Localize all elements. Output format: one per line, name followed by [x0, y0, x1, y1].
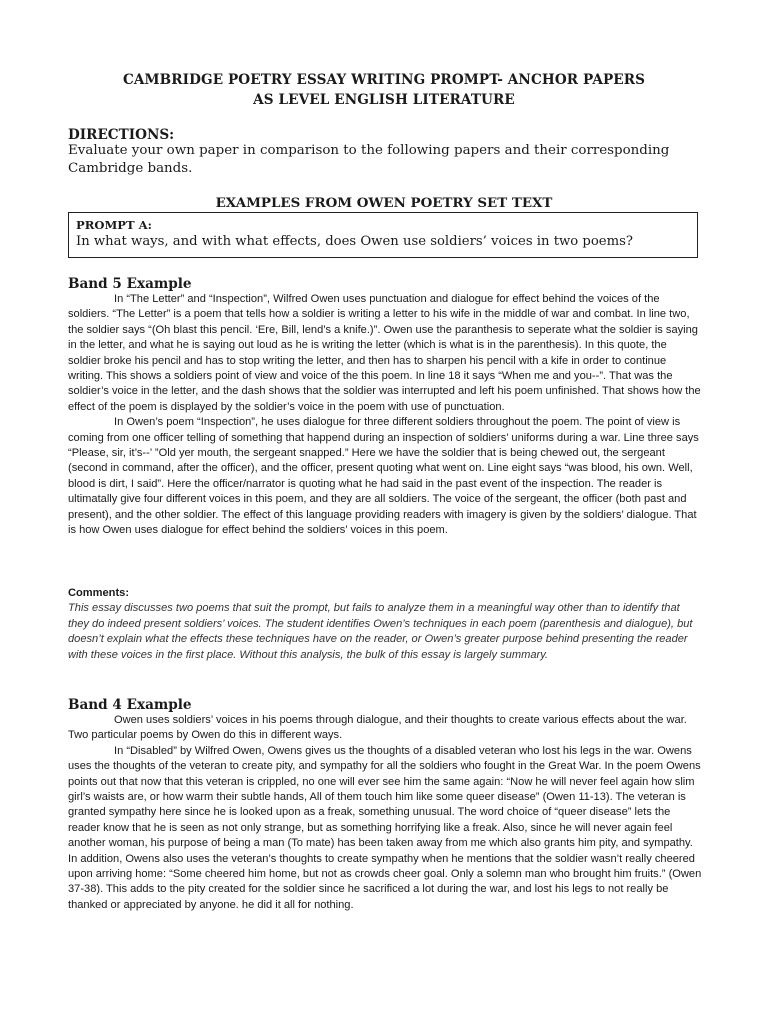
band4-heading: Band 4 Example	[68, 697, 192, 713]
title-line-1: CAMBRIDGE POETRY ESSAY WRITING PROMPT- ANCHOR PAPERS	[122, 72, 646, 88]
comments-heading: Comments:	[68, 587, 130, 599]
band5-essay	[68, 292, 702, 539]
title-line-2: AS LEVEL ENGLISH LITERATURE	[253, 92, 515, 108]
band4-paragraph-2: In “Disabled” by Wilfred Owen, Owens gives us the thoughts of a disabled veteran who lost his legs in the war. Owens uses the thoughts of the veteran to create pity, and sympathy for all the soldiers who fought in the Great War. In the poem Owens points out that now that this veteran is crippled, no one will ever see him the same again: “Now he will never feel again how slim girl’s waists are, or how warm their subtle hands, All of them touch him like some queer disease” (Owen 11-13). The veteran is granted sympathy here since he is looked upon as a freak, something unusual. The word choice of “queer disease” lets the reader know that he is seen as not only strange, but as something horrifying like a freak. Also, since he will never again feel another woman, his purpose of being a man (To mate) has been taken away from me which also grants him pity, and sympathy. In addition, Owens also uses the veteran’s thoughts to create sympathy when he mentions that the soldier wasn’t really cheered upon arriving home: “Some cheered him home, but not as crowds cheer goal. Only a solemn man who brought him fruits.” (Owen 37-38). This adds to the pity created for the soldier since he sacrificed a lot during the war, and lost his legs to not really be thanked or appreciated by anyone. he did it all for nothing.	[68, 744, 702, 911]
band4-essay	[68, 713, 702, 913]
band5-comments	[68, 586, 702, 663]
directions-text: Evaluate your own paper in comparison to the following papers and their corresponding Cambridge bands.	[68, 143, 670, 176]
directions-heading: DIRECTIONS:	[68, 127, 175, 143]
band5-paragraph-1: In “The Letter” and “Inspection”, Wilfred Owen uses punctuation and dialogue for effect behind the voices of the soldiers. “The Letter” is a poem that tells how a soldier is writing a letter to his wife in the middle of war and combat. In line two, the soldier says “(Oh blast this pencil. ‘Ere, Bill, lend’s a knife.)”. Owen use the paranthesis to seperate what the soldier is saying in the letter, and what he is saying out loud as he is writing the letter (which is what is in the parenthesis). In this quote, the soldier broke his pencil and has to stop writing the letter, and then has to sharpen his pencil with a kife in order to continue writing. This shows a soldiers point of view and voice of the this poem. In line 18 it says “When me and you--”. That was the soldier’s voice in the letter, and the dash shows that the soldier was interrupted and left his poem unfinished. That shows how the effect of the poem is displayed by the soldier’s voice in the poem with use of punctuation.	[68, 293, 701, 413]
prompt-box	[68, 212, 698, 258]
document-title	[68, 70, 700, 110]
examples-heading: EXAMPLES FROM OWEN POETRY SET TEXT	[215, 195, 553, 211]
prompt-question: In what ways, and with what effects, does Owen use soldiers’ voices in two poems?	[76, 234, 633, 249]
band5-heading: Band 5 Example	[68, 276, 192, 292]
prompt-label: PROMPT A:	[76, 218, 152, 232]
band5-paragraph-2: In Owen’s poem “Inspection”, he uses dialogue for three different soldiers throughout the poem. The point of view is coming from one officer telling of something that happend during an inspection of soldiers’ uniforms during a war. Line three says “Please, sir, it’s--’ ”Old yer mouth, the sergeant snapped.” Here we have the soldier that is being chewed out, the sergeant (second in command, after the officer), and the officer, present quoting what went on. Line eight says “was blood, his own. Well, blood is dirt, I said”. Here the officer/narrator is quoting what he had said in the past event of the inspection. The reader is ultimatally give four different voices in this poem, and they are all soldiers. The voice of the sergeant, the officer (both past and present), and the other soldier. The effect of this language providing readers with imagery is given by the soldiers’ dialogue. That is how Owen uses dialogue for effect behind the soldiers’ voices in this poem.	[68, 416, 699, 537]
band4-paragraph-1: Owen uses soldiers’ voices in his poems through dialogue, and their thoughts to create various effects about the war. Two particular poems by Owen do this in different ways.	[68, 714, 687, 742]
comments-text: This essay discusses two poems that suit the prompt, but fails to analyze them in a meaningful way other than to identify that they do indeed present soldiers’ voices. The student identifies Owen’s techniques in each poem (parenthesis and dialogue), but doesn’t explain what the effects these techniques have on the reader, or Owen’s greater purpose behind presenting the reader with these voices in the first place. Without this analysis, the bulk of this essay is largely summary.	[68, 602, 693, 661]
